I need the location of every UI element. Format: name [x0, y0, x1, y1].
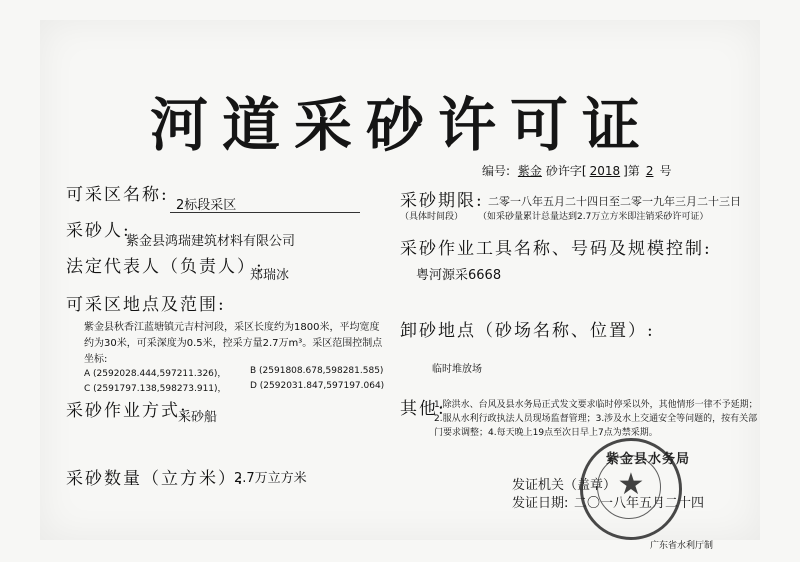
period-note-a: （具体时间段） [400, 212, 464, 222]
method-value: 采砂船 [178, 410, 218, 425]
miner-value: 紫金县鸿瑞建筑材料有限公司 [126, 234, 296, 249]
area-name-value: 2标段采区 [176, 198, 237, 213]
issue-date-value: 二〇一八年五月二十四 [574, 496, 705, 511]
legal-rep-label: 法定代表人（负责人）: [66, 257, 264, 277]
permit-title: 河道采砂许可证 [150, 91, 655, 159]
area-name-underline [170, 212, 360, 213]
issuer-org-label: 发证机关（盖章） [512, 478, 617, 493]
coordinate-a: A (2592028.444,597211.326)， [84, 369, 227, 379]
quantity-value: 2.7万立方米 [234, 471, 307, 486]
legal-rep-value: 郑瑞冰 [250, 268, 290, 283]
coordinate-b: B (2591808.678,598281.585) [250, 366, 384, 376]
location-description: 紫金县秋香江蓝塘镇元吉村河段，采区长度约为1800米，平均宽度约为30米，可采深度为0.5米，控采方量2.7万m³。采区范围控制点坐标: [84, 322, 383, 365]
serial-number-value: 2 [645, 164, 654, 178]
other-label: 其他: [400, 399, 446, 419]
serial-suffix: 号 [659, 164, 672, 178]
period-note-b: （如采砂量累计总量达到2.7万立方米即注销采砂许可证） [478, 212, 709, 222]
serial-prefix: 紫金 [517, 164, 542, 178]
miner-label: 采砂人: [66, 221, 131, 241]
location-label: 可采区地点及范围: [66, 295, 226, 315]
footer-issuer: 广东省水利厅制 [650, 541, 714, 551]
serial-label: 编号: [482, 164, 511, 178]
coordinate-c: C (2591797.138,598273.911)， [84, 384, 227, 394]
period-label: 采砂期限: [400, 191, 484, 211]
method-label: 采砂作业方式: [66, 401, 188, 421]
area-name-label: 可采区名称: [66, 185, 169, 205]
serial-close: ]第 [623, 164, 640, 178]
other-value: 1.除洪水、台风及县水务局正式发文要求临时停采以外，其他情形一律不予延期；2.服从水利行政执法人员现场监督管理；3.涉及水上交通安全等问题的，按有关部门要求调整；4.每天晚上19点至次日早上7点为禁采期。 [434, 400, 758, 438]
serial-mid: 砂许字[ [545, 164, 587, 178]
unload-value: 临时堆放场 [432, 364, 482, 375]
serial-year: 2018 [589, 164, 621, 178]
tools-value: 粤河源采6668 [416, 268, 502, 283]
issue-date-label: 发证日期: [512, 496, 569, 511]
seal-text: 紫金县水务局 [606, 452, 691, 467]
period-value: 二零一八年五月二十四日至二零一九年三月二十三日 [488, 195, 741, 208]
unload-label: 卸砂地点（砂场名称、位置）: [400, 321, 655, 341]
tools-label: 采砂作业工具名称、号码及规模控制: [400, 239, 712, 259]
quantity-label: 采砂数量（立方米）: [66, 469, 245, 489]
seal-star-icon: ★ [617, 467, 645, 502]
coordinate-d: D (2592031.847,597197.064) [250, 381, 385, 391]
serial-number [482, 162, 671, 179]
